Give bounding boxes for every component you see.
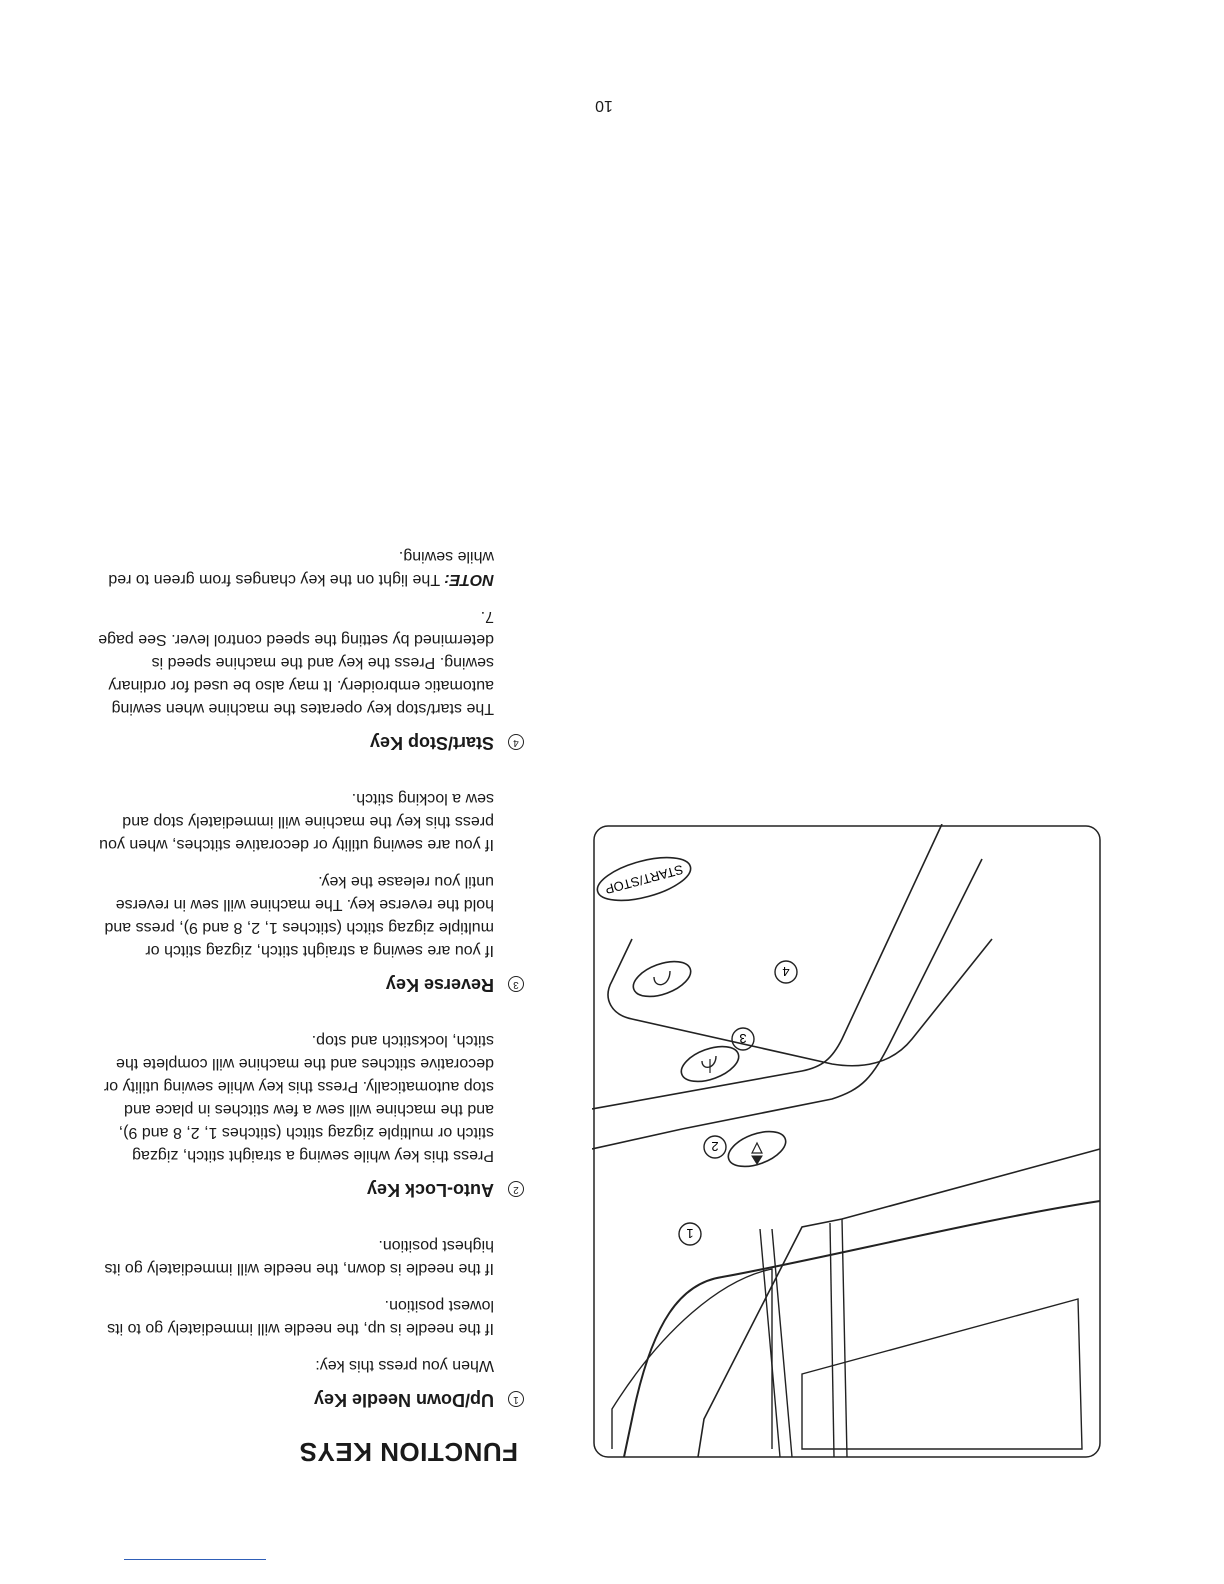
function-keys-illustration bbox=[592, 824, 1102, 1459]
page-number: 10 bbox=[595, 97, 613, 114]
housing-line bbox=[592, 859, 982, 1149]
callout-number-icon: 4 bbox=[508, 735, 524, 751]
callout-3-number: 3 bbox=[739, 1031, 747, 1046]
text-column bbox=[94, 511, 524, 1467]
callout-number-icon: 1 bbox=[508, 1392, 524, 1408]
panel-edge bbox=[624, 1201, 1100, 1457]
callout-1-number: 1 bbox=[686, 1226, 694, 1241]
blue-rule bbox=[124, 1559, 266, 1560]
paragraph: If the needle is down, the needle will immediately go its highest position. bbox=[104, 1237, 494, 1277]
heading-text: Start/Stop Key bbox=[369, 733, 494, 753]
heading-text: Reverse Key bbox=[385, 975, 494, 995]
section-heading bbox=[94, 1179, 524, 1200]
heading-text: Up/Down Needle Key bbox=[313, 1390, 494, 1410]
paragraph: The start/stop key operates the machine when sewing automatic embroidery. It may also be used for ordinary sewing. Press the key and the machine speed is determined by setting the speed control lever. See page 7. bbox=[98, 608, 494, 717]
needle-down-icon bbox=[752, 1143, 762, 1153]
callout-4-number: 4 bbox=[782, 964, 790, 979]
note bbox=[94, 545, 494, 591]
section-heading bbox=[94, 1389, 524, 1410]
reverse-key[interactable] bbox=[629, 955, 696, 1004]
paragraph: When you press this key: bbox=[315, 1357, 494, 1374]
trim-line bbox=[760, 1229, 780, 1457]
section-start-stop-key bbox=[94, 545, 524, 753]
heading-text: Auto-Lock Key bbox=[366, 1180, 494, 1200]
section-reverse-key bbox=[94, 787, 524, 995]
section-up-down-needle-key bbox=[94, 1234, 524, 1410]
note-text: The light on the key changes from green to red while sewing. bbox=[108, 548, 494, 588]
machine-panel-drawing bbox=[592, 824, 1102, 1459]
note-label: NOTE: bbox=[444, 571, 494, 588]
paragraph: If you are sewing utility or decorative stitches, when you press this key the machine will immediately stop and sew a locking stitch. bbox=[99, 790, 494, 853]
section-heading bbox=[94, 974, 524, 995]
callout-2-number: 2 bbox=[711, 1139, 719, 1154]
housing-line bbox=[592, 824, 942, 1109]
start-stop-key-label: START/STOP bbox=[603, 861, 685, 898]
panel-seam bbox=[698, 1149, 1100, 1457]
up-down-needle-key[interactable] bbox=[724, 1125, 791, 1174]
key-plate bbox=[608, 939, 992, 1066]
callout-number-icon: 3 bbox=[508, 977, 524, 993]
needle-up-icon bbox=[752, 1156, 762, 1164]
page-title: FUNCTION KEYS bbox=[299, 1437, 518, 1467]
reverse-arrow-icon bbox=[654, 971, 670, 985]
auto-lock-icon bbox=[702, 1056, 716, 1067]
paragraph: If the needle is up, the needle will immediately go to its lowest position. bbox=[107, 1297, 494, 1337]
section-auto-lock-key bbox=[94, 1029, 524, 1200]
section-heading bbox=[94, 732, 524, 753]
trim-line bbox=[842, 1219, 847, 1457]
trim-line bbox=[830, 1223, 834, 1457]
panel-window bbox=[612, 1269, 772, 1449]
paragraph: If you are sewing a straight stitch, zigzag stitch or multiple zigzag stitch (stitches 1, 2, 8 and 9), press and hold the reverse key. The machine will sew in reverse until you release the key. bbox=[104, 873, 494, 959]
callout-number-icon: 2 bbox=[508, 1182, 524, 1198]
paragraph: Press this key while sewing a straight stitch, zigzag stitch or multiple zigzag stitch (stitches 1, 2, 8 and 9), and the machine will sew a few stitches in place and stop automatically. Press this key while sewing utility or decorative stitches and the machine will complete the stitch, lockstitch and stop. bbox=[103, 1032, 494, 1164]
